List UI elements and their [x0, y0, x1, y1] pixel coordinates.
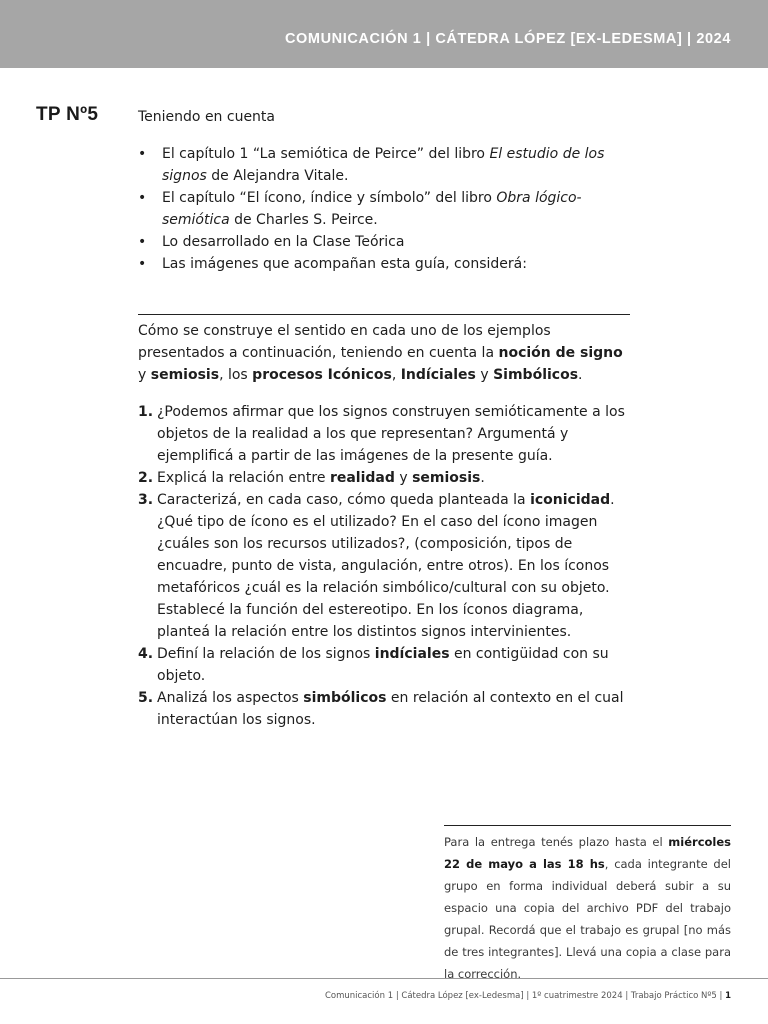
reference-item — [138, 187, 630, 231]
task-text: en contigüidad con su objeto. — [157, 646, 609, 684]
reference-text: Las imágenes que acompañan esta guía, considerá: — [162, 256, 527, 272]
task-text: ¿Podemos afirmar que los signos construyen semióticamente a los objetos de la realidad a los que representan? Argumentá y ejemplificá a partir de las imágenes de la presente guía. — [157, 404, 625, 464]
book-title: Obra lógico-semiótica — [162, 190, 582, 228]
task-number: 2. — [138, 470, 154, 486]
submission-note: Para la entrega tenés plazo hasta el miércoles 22 de mayo a las 18 hs, cada integrante del grupo en forma individual deberá subir a su espacio una copia del archivo PDF del trabajo grupal. Recordá que el trabajo es grupal [no más de tres integrantes]. Llevá una copia a clase para la corrección. — [444, 835, 731, 981]
task-keyword: iconicidad — [530, 492, 611, 508]
page-number: 1 — [725, 991, 731, 1001]
task-keyword: simbólicos — [303, 690, 387, 706]
task-keyword: indíciales — [374, 646, 450, 662]
reference-author: de Alejandra Vitale. — [206, 168, 349, 184]
page-header — [0, 0, 768, 68]
book-title: El estudio de los signos — [162, 146, 605, 184]
task-keyword: semiosis — [412, 470, 481, 486]
task-item — [138, 467, 630, 489]
task-number: 4. — [138, 646, 154, 662]
task-item — [138, 687, 630, 731]
section-divider — [138, 314, 630, 315]
task-list — [138, 401, 630, 731]
reference-item — [138, 253, 630, 275]
task-text: . ¿Qué tipo de ícono es el utilizado? En el caso del ícono imagen ¿cuáles son los recursos utilizados?, (composición, tipos de encuadre, punto de vista, angulación, entre otros). En los íconos metafóricos ¿cuál es la relación simbólico/cultural con su objeto. Establecé la función del estereotipo. En los íconos diagrama, planteá la relación entre los distintos signos intervinientes. — [157, 492, 615, 640]
task-text: Analizá los aspectos — [157, 690, 304, 706]
note-divider — [444, 825, 731, 826]
task-text: Explicá la relación entre — [157, 470, 330, 486]
tp-label: TP Nº5 — [36, 104, 99, 125]
task-text: y — [394, 470, 413, 486]
task-number: 1. — [138, 404, 154, 420]
reference-item — [138, 143, 630, 187]
task-number: 3. — [138, 492, 154, 508]
footer-divider — [0, 978, 768, 979]
task-item — [138, 489, 630, 643]
task-text: . — [480, 470, 485, 486]
task-text: en relación al contexto en el cual interactúan los signos. — [157, 690, 624, 728]
task-item — [138, 401, 630, 467]
reference-text: Lo desarrollado en la Clase Teórica — [162, 234, 405, 250]
reference-item — [138, 231, 630, 253]
reference-list — [138, 143, 630, 275]
task-text: Definí la relación de los signos — [157, 646, 375, 662]
footer-text: Comunicación 1 | Cátedra López [ex-Ledesma] | 1º cuatrimestre 2024 | Trabajo Práctico Nº5 | — [324, 991, 726, 1001]
page-footer — [325, 991, 731, 1001]
task-keyword: realidad — [329, 470, 395, 486]
guiding-question: Cómo se construye el sentido en cada uno de los ejemplos presentados a continuación, teniendo en cuenta la noción de signo y semiosis, los procesos Icónicos, Indíciales y Simbólicos. — [138, 323, 623, 383]
task-item — [138, 643, 630, 687]
reference-text: El capítulo 1 “La semiótica de Peirce” del libro — [162, 146, 490, 162]
header-title: COMUNICACIÓN 1 | CÁTEDRA LÓPEZ [EX-LEDESMA] | 2024 — [284, 31, 731, 47]
task-text: Caracterizá, en cada caso, cómo queda planteada la — [157, 492, 531, 508]
reference-text: El capítulo “El ícono, índice y símbolo” del libro — [162, 190, 497, 206]
reference-author: de Charles S. Peirce. — [229, 212, 378, 228]
intro-text: Teniendo en cuenta — [138, 109, 275, 125]
main-content — [138, 106, 630, 731]
task-number: 5. — [138, 690, 154, 706]
